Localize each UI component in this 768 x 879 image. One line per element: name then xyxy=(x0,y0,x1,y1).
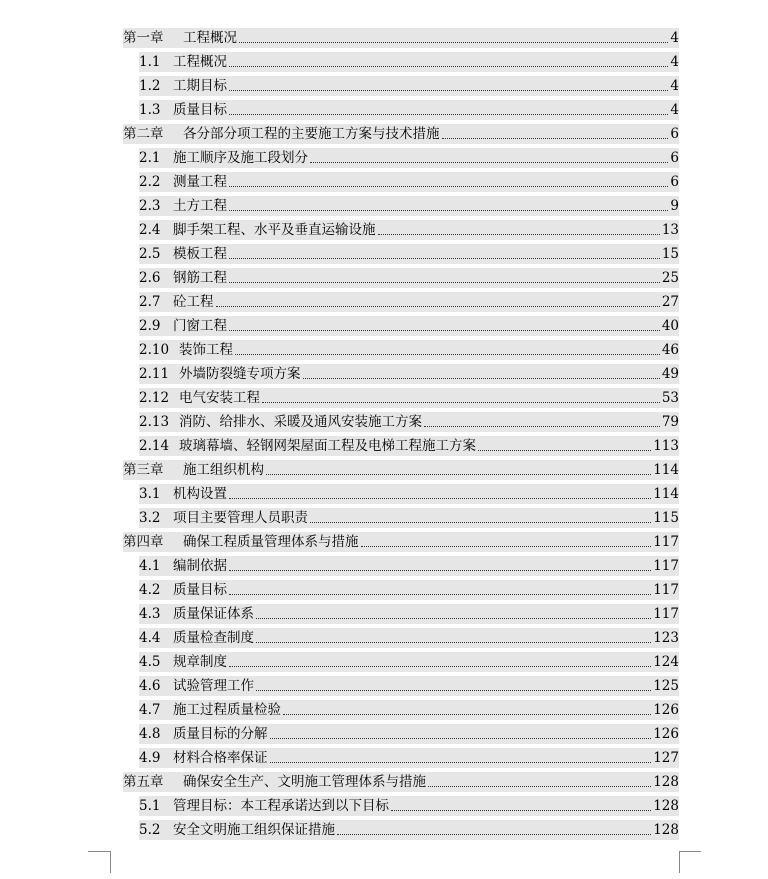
toc-entry-number: 2.9 xyxy=(139,318,161,334)
toc-entry-title: 钢筋工程 xyxy=(173,270,227,286)
toc-section-entry[interactable] xyxy=(139,196,679,216)
toc-dot-leader xyxy=(361,546,652,547)
toc-entry-title: 脚手架工程、水平及垂直运输设施 xyxy=(173,222,376,238)
toc-entry-title: 编制依据 xyxy=(173,558,227,574)
table-of-contents xyxy=(123,28,679,844)
toc-dot-leader xyxy=(303,378,660,379)
toc-section-entry[interactable] xyxy=(139,724,679,744)
toc-section-entry[interactable] xyxy=(139,340,679,360)
crop-mark-left xyxy=(88,851,111,873)
crop-mark-right-h xyxy=(679,851,701,852)
toc-entry-number: 3.1 xyxy=(139,486,161,502)
toc-section-entry[interactable] xyxy=(139,76,679,96)
toc-entry-title: 安全文明施工组织保证措施 xyxy=(173,822,335,838)
toc-entry-title: 管理目标：本工程承诺达到以下目标 xyxy=(173,798,389,814)
toc-section-entry[interactable] xyxy=(139,748,679,768)
toc-entry-number: 2.4 xyxy=(139,222,161,238)
toc-dot-leader xyxy=(216,306,660,307)
toc-dot-leader xyxy=(229,594,651,595)
toc-entry-title: 确保工程质量管理体系与措施 xyxy=(183,534,359,550)
crop-mark-right xyxy=(679,851,702,873)
toc-chapter-entry[interactable] xyxy=(123,28,679,48)
toc-section-entry[interactable] xyxy=(139,316,679,336)
toc-entry-title: 质量保证体系 xyxy=(173,606,254,622)
toc-dot-leader xyxy=(235,354,660,355)
toc-dot-leader xyxy=(229,90,668,91)
toc-chapter-entry[interactable] xyxy=(123,772,679,792)
toc-dot-leader xyxy=(229,498,651,499)
toc-entry-page-number: 15 xyxy=(661,246,679,262)
toc-section-entry[interactable] xyxy=(139,628,679,648)
toc-entry-number: 第二章 xyxy=(123,126,164,142)
toc-entry-page-number: 128 xyxy=(653,774,679,790)
toc-entry-title: 质量目标 xyxy=(173,102,227,118)
toc-entry-number: 2.11 xyxy=(139,366,170,382)
toc-entry-title: 消防、给排水、采暖及通风安装施工方案 xyxy=(179,414,422,430)
toc-section-entry[interactable] xyxy=(139,364,679,384)
toc-entry-page-number: 40 xyxy=(661,318,679,334)
toc-entry-number: 5.1 xyxy=(139,798,161,814)
toc-entry-title: 外墙防裂缝专项方案 xyxy=(179,366,301,382)
toc-entry-number: 2.13 xyxy=(139,414,170,430)
toc-entry-title: 各分部分项工程的主要施工方案与技术措施 xyxy=(183,126,440,142)
toc-entry-number: 第五章 xyxy=(123,774,164,790)
toc-entry-number: 2.1 xyxy=(139,150,161,166)
toc-entry-page-number: 128 xyxy=(653,798,679,814)
toc-dot-leader xyxy=(229,114,668,115)
toc-entry-title: 机构设置 xyxy=(173,486,227,502)
toc-section-entry[interactable] xyxy=(139,580,679,600)
toc-dot-leader xyxy=(229,330,660,331)
toc-section-entry[interactable] xyxy=(139,700,679,720)
toc-section-entry[interactable] xyxy=(139,412,679,432)
toc-section-entry[interactable] xyxy=(139,268,679,288)
toc-section-entry[interactable] xyxy=(139,820,679,840)
toc-entry-number: 第四章 xyxy=(123,534,164,550)
toc-section-entry[interactable] xyxy=(139,796,679,816)
toc-entry-page-number: 4 xyxy=(670,54,679,70)
toc-dot-leader xyxy=(229,282,660,283)
toc-entry-title: 模板工程 xyxy=(173,246,227,262)
toc-entry-number: 4.6 xyxy=(139,678,161,694)
toc-section-entry[interactable] xyxy=(139,508,679,528)
toc-entry-page-number: 117 xyxy=(653,558,679,574)
toc-entry-page-number: 117 xyxy=(653,582,679,598)
toc-entry-number: 2.10 xyxy=(139,342,170,358)
toc-entry-number: 4.2 xyxy=(139,582,161,598)
toc-entry-title: 质量检查制度 xyxy=(173,630,254,646)
toc-entry-number: 4.9 xyxy=(139,750,161,766)
toc-entry-number: 2.12 xyxy=(139,390,170,406)
toc-entry-number: 4.3 xyxy=(139,606,161,622)
toc-entry-title: 施工组织机构 xyxy=(183,462,264,478)
toc-entry-page-number: 4 xyxy=(670,78,679,94)
toc-section-entry[interactable] xyxy=(139,604,679,624)
toc-entry-page-number: 4 xyxy=(670,30,679,46)
toc-entry-title: 工期目标 xyxy=(173,78,227,94)
toc-section-entry[interactable] xyxy=(139,292,679,312)
toc-entry-page-number: 46 xyxy=(661,342,679,358)
toc-entry-page-number: 113 xyxy=(653,438,679,454)
toc-entry-page-number: 53 xyxy=(661,390,679,406)
toc-entry-page-number: 6 xyxy=(670,126,679,142)
toc-entry-title: 电气安装工程 xyxy=(179,390,260,406)
toc-entry-number: 2.3 xyxy=(139,198,161,214)
toc-entry-title: 玻璃幕墙、轻钢网架屋面工程及电梯工程施工方案 xyxy=(179,438,476,454)
toc-dot-leader xyxy=(478,450,651,451)
toc-entry-title: 门窗工程 xyxy=(173,318,227,334)
toc-dot-leader xyxy=(256,618,651,619)
toc-entry-title: 施工过程质量检验 xyxy=(173,702,281,718)
toc-section-entry[interactable] xyxy=(139,172,679,192)
toc-dot-leader xyxy=(266,474,651,475)
toc-entry-number: 4.1 xyxy=(139,558,161,574)
toc-entry-number: 4.4 xyxy=(139,630,161,646)
toc-entry-page-number: 124 xyxy=(653,654,679,670)
toc-section-entry[interactable] xyxy=(139,100,679,120)
toc-dot-leader xyxy=(310,162,668,163)
toc-dot-leader xyxy=(262,402,660,403)
toc-dot-leader xyxy=(270,738,652,739)
toc-entry-title: 材料合格率保证 xyxy=(173,750,268,766)
toc-dot-leader xyxy=(270,762,652,763)
toc-entry-page-number: 6 xyxy=(670,150,679,166)
toc-entry-number: 2.6 xyxy=(139,270,161,286)
toc-section-entry[interactable] xyxy=(139,148,679,168)
toc-entry-title: 装饰工程 xyxy=(179,342,233,358)
toc-dot-leader xyxy=(229,258,660,259)
toc-dot-leader xyxy=(256,642,651,643)
crop-mark-left-h xyxy=(88,851,110,852)
toc-entry-number: 4.5 xyxy=(139,654,161,670)
toc-entry-page-number: 117 xyxy=(653,534,679,550)
toc-dot-leader xyxy=(229,66,668,67)
toc-entry-number: 第一章 xyxy=(123,30,164,46)
toc-chapter-entry[interactable] xyxy=(123,532,679,552)
toc-entry-number: 1.3 xyxy=(139,102,161,118)
toc-entry-title: 测量工程 xyxy=(173,174,227,190)
toc-dot-leader xyxy=(229,666,651,667)
toc-entry-title: 规章制度 xyxy=(173,654,227,670)
toc-entry-page-number: 27 xyxy=(661,294,679,310)
toc-entry-page-number: 115 xyxy=(653,510,679,526)
toc-entry-number: 3.2 xyxy=(139,510,161,526)
toc-dot-leader xyxy=(229,186,668,187)
toc-entry-page-number: 117 xyxy=(653,606,679,622)
toc-dot-leader xyxy=(239,42,668,43)
toc-entry-title: 土方工程 xyxy=(173,198,227,214)
toc-entry-page-number: 123 xyxy=(653,630,679,646)
toc-dot-leader xyxy=(229,570,651,571)
toc-dot-leader xyxy=(391,810,651,811)
toc-entry-title: 质量目标的分解 xyxy=(173,726,268,742)
toc-section-entry[interactable] xyxy=(139,556,679,576)
toc-entry-page-number: 25 xyxy=(661,270,679,286)
toc-entry-page-number: 128 xyxy=(653,822,679,838)
toc-dot-leader xyxy=(337,834,651,835)
toc-entry-title: 砼工程 xyxy=(173,294,214,310)
toc-entry-number: 2.14 xyxy=(139,438,170,454)
toc-section-entry[interactable] xyxy=(139,52,679,72)
toc-dot-leader xyxy=(310,522,651,523)
toc-section-entry[interactable] xyxy=(139,652,679,672)
toc-entry-number: 2.5 xyxy=(139,246,161,262)
toc-section-entry[interactable] xyxy=(139,676,679,696)
toc-entry-page-number: 6 xyxy=(670,174,679,190)
toc-dot-leader xyxy=(378,234,660,235)
toc-entry-page-number: 9 xyxy=(670,198,679,214)
toc-entry-page-number: 114 xyxy=(653,462,679,478)
toc-entry-page-number: 114 xyxy=(653,486,679,502)
toc-chapter-entry[interactable] xyxy=(123,124,679,144)
toc-section-entry[interactable] xyxy=(139,484,679,504)
toc-entry-page-number: 79 xyxy=(661,414,679,430)
toc-dot-leader xyxy=(428,786,651,787)
toc-dot-leader xyxy=(256,690,651,691)
toc-entry-title: 试验管理工作 xyxy=(173,678,254,694)
toc-dot-leader xyxy=(283,714,651,715)
toc-entry-number: 1.1 xyxy=(139,54,161,70)
toc-entry-title: 确保安全生产、文明施工管理体系与措施 xyxy=(183,774,426,790)
toc-entry-title: 工程概况 xyxy=(183,30,237,46)
toc-section-entry[interactable] xyxy=(139,436,679,456)
toc-entry-page-number: 126 xyxy=(653,726,679,742)
toc-entry-page-number: 49 xyxy=(661,366,679,382)
toc-section-entry[interactable] xyxy=(139,244,679,264)
toc-chapter-entry[interactable] xyxy=(123,460,679,480)
toc-entry-page-number: 13 xyxy=(661,222,679,238)
toc-entry-number: 5.2 xyxy=(139,822,161,838)
toc-entry-title: 工程概况 xyxy=(173,54,227,70)
toc-dot-leader xyxy=(424,426,660,427)
toc-entry-number: 1.2 xyxy=(139,78,161,94)
toc-entry-page-number: 126 xyxy=(653,702,679,718)
toc-entry-number: 4.8 xyxy=(139,726,161,742)
toc-entry-title: 项目主要管理人员职责 xyxy=(173,510,308,526)
toc-entry-page-number: 127 xyxy=(653,750,679,766)
toc-entry-number: 4.7 xyxy=(139,702,161,718)
toc-section-entry[interactable] xyxy=(139,220,679,240)
toc-entry-number: 第三章 xyxy=(123,462,164,478)
toc-entry-page-number: 4 xyxy=(670,102,679,118)
toc-entry-title: 施工顺序及施工段划分 xyxy=(173,150,308,166)
toc-section-entry[interactable] xyxy=(139,388,679,408)
toc-entry-number: 2.7 xyxy=(139,294,161,310)
toc-entry-number: 2.2 xyxy=(139,174,161,190)
toc-entry-title: 质量目标 xyxy=(173,582,227,598)
toc-entry-page-number: 125 xyxy=(653,678,679,694)
toc-dot-leader xyxy=(442,138,669,139)
toc-dot-leader xyxy=(229,210,668,211)
